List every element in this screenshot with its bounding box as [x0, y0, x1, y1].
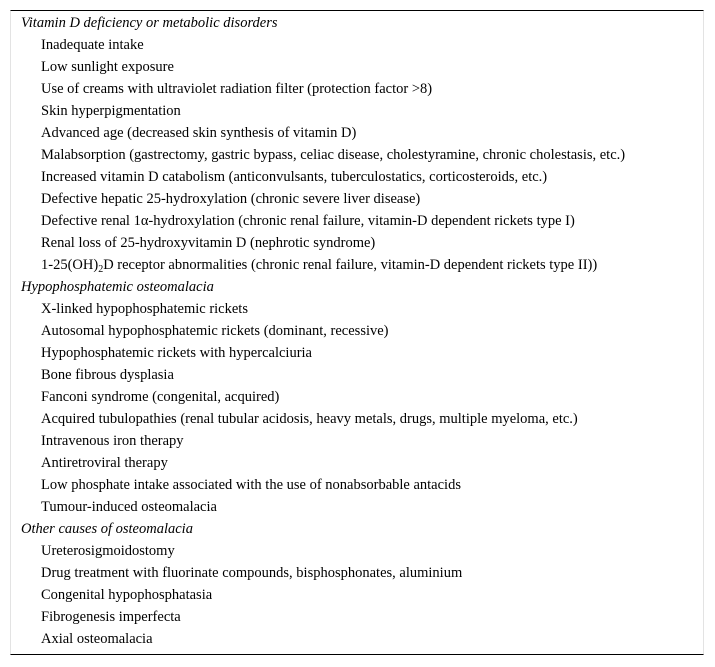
table-row: Low phosphate intake associated with the use of nonabsorbable antacids	[41, 477, 461, 493]
table-row: Bone fibrous dysplasia	[41, 367, 174, 383]
section-heading-hypophosphatemic: Hypophosphatemic osteomalacia	[21, 279, 214, 295]
table-row: Malabsorption (gastrectomy, gastric bypass, celiac disease, cholestyramine, chronic cholestasis, etc.)	[41, 147, 626, 163]
table-row: Congenital hypophosphatasia	[41, 587, 213, 603]
table-row: Antiretroviral therapy	[41, 455, 168, 471]
causes-table	[10, 10, 704, 655]
table-row: Renal loss of 25-hydroxyvitamin D (nephrotic syndrome)	[41, 235, 376, 251]
table-row: Fibrogenesis imperfecta	[41, 609, 181, 625]
table-row: Intravenous iron therapy	[41, 433, 184, 449]
table-row: Low sunlight exposure	[41, 59, 174, 75]
receptor-subscript: 2	[98, 264, 104, 275]
table-row: Inadequate intake	[41, 37, 144, 53]
table-row: Advanced age (decreased skin synthesis of vitamin D)	[41, 125, 357, 141]
table-row: Autosomal hypophosphatemic rickets (dominant, recessive)	[41, 323, 389, 339]
receptor-prefix: 1-25(OH)	[41, 257, 99, 273]
table-row: Acquired tubulopathies (renal tubular acidosis, heavy metals, drugs, multiple myeloma, etc.)	[41, 411, 578, 427]
table-row: Drug treatment with fluorinate compounds, bisphosphonates, aluminium	[41, 565, 463, 581]
table-body	[11, 12, 703, 650]
table-row: Skin hyperpigmentation	[41, 103, 181, 119]
table-row-receptor	[11, 254, 703, 276]
section-heading-vitamin-d: Vitamin D deficiency or metabolic disorders	[21, 15, 278, 31]
table-row: Fanconi syndrome (congenital, acquired)	[41, 389, 280, 405]
table-row: X-linked hypophosphatemic rickets	[41, 301, 248, 317]
section-heading-other-causes: Other causes of osteomalacia	[21, 521, 193, 537]
table-row: Axial osteomalacia	[41, 631, 153, 647]
table-row: Increased vitamin D catabolism (anticonvulsants, tuberculostatics, corticosteroids, etc.)	[41, 169, 548, 185]
table-row: Hypophosphatemic rickets with hypercalciuria	[41, 345, 312, 361]
table-row: Use of creams with ultraviolet radiation filter (protection factor >8)	[41, 81, 433, 97]
table-row: Defective renal 1α-hydroxylation (chronic renal failure, vitamin-D dependent rickets type I)	[41, 213, 575, 229]
receptor-suffix: D receptor abnormalities (chronic renal failure, vitamin-D dependent rickets type II))	[103, 257, 598, 273]
table-row: Ureterosigmoidostomy	[41, 543, 175, 559]
table-row: Defective hepatic 25-hydroxylation (chronic severe liver disease)	[41, 191, 421, 207]
table-row: Tumour-induced osteomalacia	[41, 499, 217, 515]
